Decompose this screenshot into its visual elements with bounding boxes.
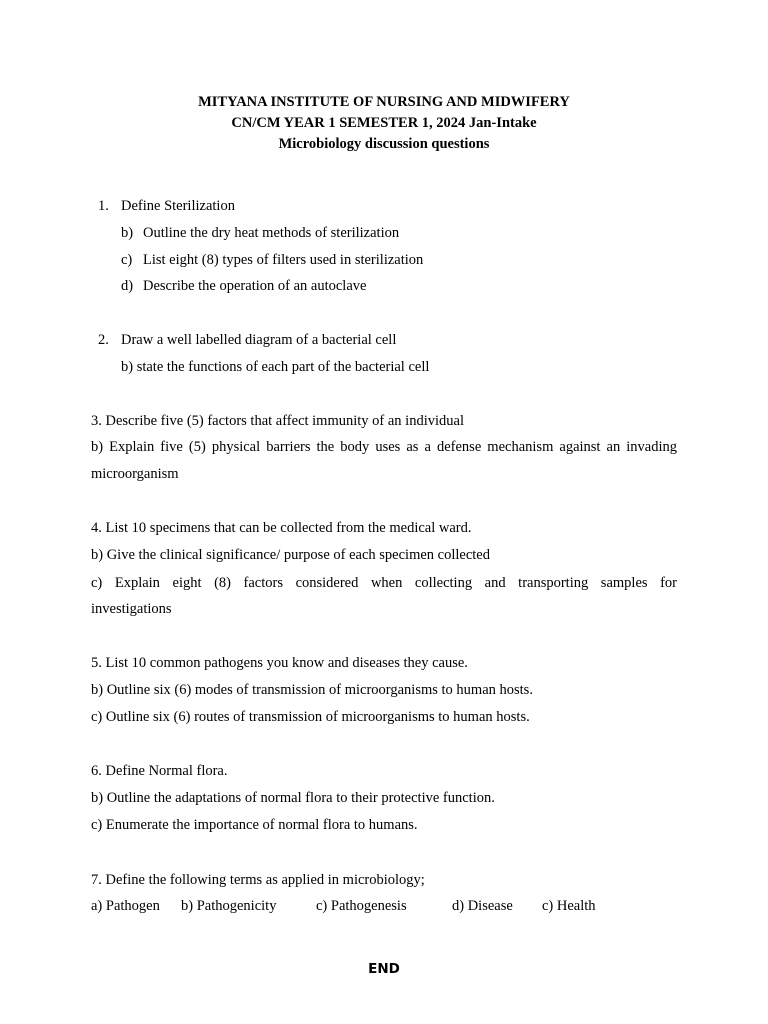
- term-health: c) Health: [542, 898, 596, 914]
- question-2-number: 2.: [98, 332, 109, 348]
- question-3b-continuation: microorganism: [91, 466, 179, 482]
- term-disease: d) Disease: [452, 898, 513, 914]
- question-7-text: 7. Define the following terms as applied in microbiology;: [91, 872, 425, 888]
- question-3-text: 3. Describe five (5) factors that affect immunity of an individual: [91, 413, 464, 429]
- question-1-number: 1.: [98, 198, 109, 214]
- question-2b-text: b) state the functions of each part of the bacterial cell: [121, 359, 430, 375]
- question-1b-text: Outline the dry heat methods of sterilization: [143, 225, 400, 241]
- question-4b-text: b) Give the clinical significance/ purpose of each specimen collected: [91, 547, 490, 563]
- question-1c-label: c): [121, 252, 133, 268]
- term-pathogenesis: c) Pathogenesis: [316, 898, 407, 914]
- question-1-text: Define Sterilization: [121, 198, 235, 214]
- question-5b-text: b) Outline six (6) modes of transmission of microorganisms to human hosts.: [91, 682, 533, 698]
- term-pathogenicity: b) Pathogenicity: [181, 898, 277, 914]
- question-6b-text: b) Outline the adaptations of normal flora to their protective function.: [91, 790, 495, 806]
- question-6c-text: c) Enumerate the importance of normal flora to humans.: [91, 817, 418, 833]
- question-4-text: 4. List 10 specimens that can be collected from the medical ward.: [91, 520, 472, 536]
- term-pathogen: a) Pathogen: [91, 898, 160, 914]
- course-title: CN/CM YEAR 1 SEMESTER 1, 2024 Jan-Intake: [231, 115, 537, 131]
- question-1c-text: List eight (8) types of filters used in sterilization: [143, 252, 424, 268]
- question-5-text: 5. List 10 common pathogens you know and diseases they cause.: [91, 655, 468, 671]
- question-6-text: 6. Define Normal flora.: [91, 763, 228, 779]
- question-1d-label: d): [121, 278, 134, 294]
- question-1b-label: b): [121, 225, 134, 241]
- question-3b-text: b) Explain five (5) physical barriers the body uses as a defense mechanism against an invading: [91, 439, 677, 455]
- question-4c-text: c) Explain eight (8) factors considered when collecting and transporting samples for: [91, 575, 677, 591]
- question-4c-continuation: investigations: [91, 601, 172, 617]
- institution-title: MITYANA INSTITUTE OF NURSING AND MIDWIFERY: [198, 94, 570, 110]
- question-2-text: Draw a well labelled diagram of a bacterial cell: [121, 332, 397, 348]
- question-1d-text: Describe the operation of an autoclave: [143, 278, 367, 294]
- end-marker: END: [368, 961, 400, 977]
- question-5c-text: c) Outline six (6) routes of transmission of microorganisms to human hosts.: [91, 709, 530, 725]
- subject-title: Microbiology discussion questions: [278, 136, 490, 152]
